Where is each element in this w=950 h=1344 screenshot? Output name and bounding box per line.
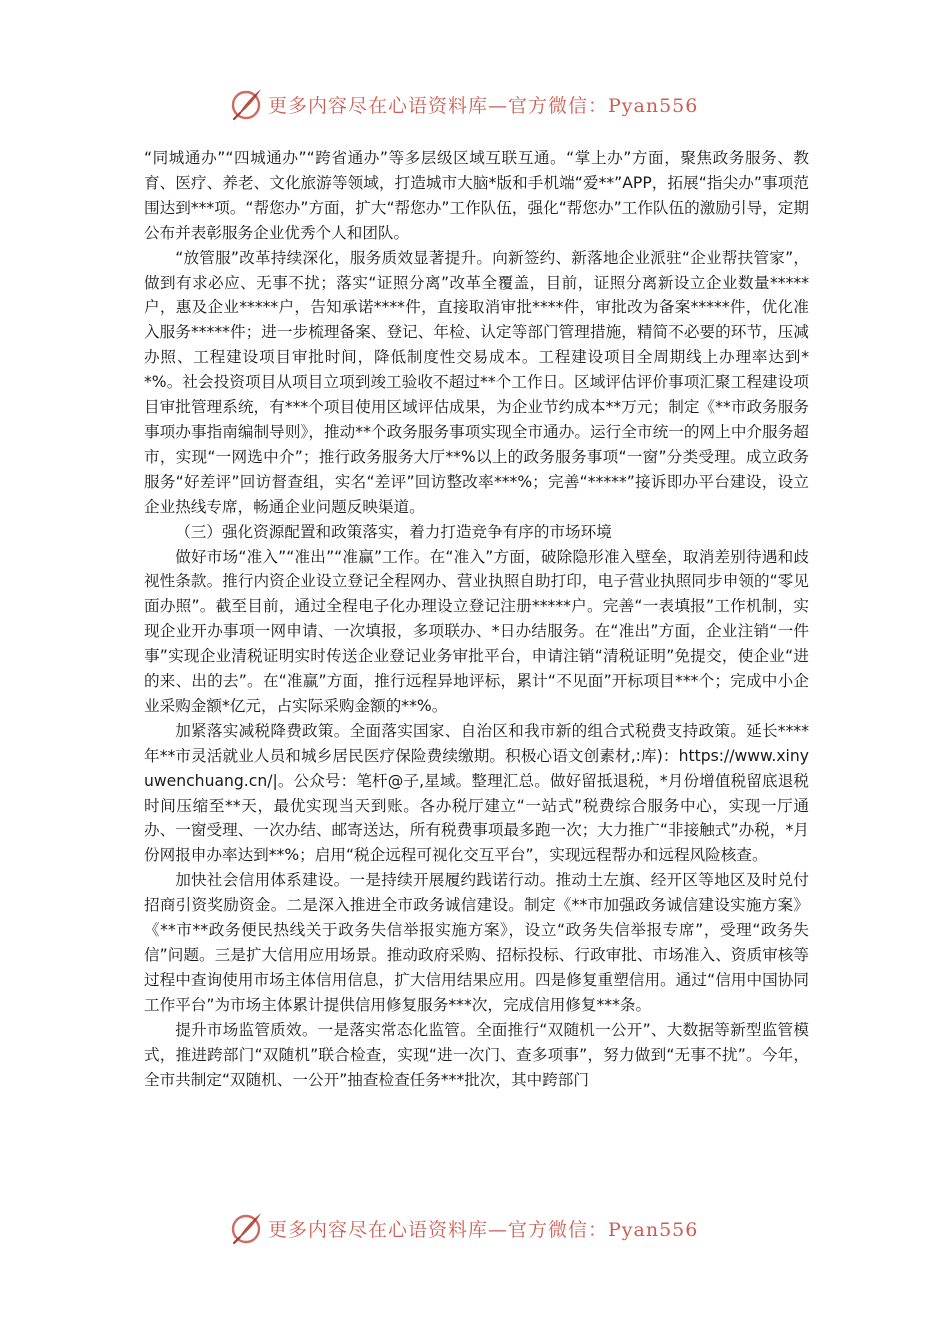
section-heading: （三）强化资源配置和政策落实，着力打造竞争有序的市场环境 (175, 522, 612, 541)
quill-logo-icon (228, 1210, 264, 1246)
document-body (144, 146, 809, 1092)
paragraph-3: 做好市场“准入”“准出”“准赢”工作。在“准入”方面，破除隐形准入壁垒，取消差别待遇和歧视性条款。推行内资企业设立登记全程网办、营业执照自助打印，电子营业执照同步申领的“零见面办照”。截至目前，通过全程电子化办理设立登记注册*****户。完善“一表填报”工作机制，实现企业开办事项一网申请、一次填报，多项联办、*日办结服务。在“准出”方面，企业注销“一件事”实现企业清税证明实时传送企业登记业务审批平台，申请注销“清税证明”免提交，使企业“进的来、出的去”。在“准赢”方面，推行远程异地评标，累计“不见面”开标项目***个；完成中小企业采购金额*亿元，占实际采购金额的**%。 (144, 547, 809, 715)
paragraph-4: 加紧落实减税降费政策。全面落实国家、自治区和我市新的组合式税费支持政策。延长****年**市灵活就业人员和城乡居民医疗保险费续缴期。积极心语文创素材,:库)：https://www.xinyuwenchuang.cn/|。公众号：笔杆@子,星域。整理汇总。做好留抵退税，*月份增值税留底退税时间压缩至**天，最优实现当天到账。各办税厅建立“一站式”税费综合服务中心，实现一厅通办、一窗受理、一次办结、邮寄送达，所有税费事项最多跑一次；大力推广“非接触式”办税，*月份网报申办率达到**%；启用“税企远程可视化交互平台”，实现远程帮办和远程风险核查。 (144, 721, 809, 865)
paragraph-2: “放管服”改革持续深化，服务质效显著提升。向新签约、新落地企业派驻“企业帮扶管家”，做到有求必应、无事不扰；落实“证照分离”改革全覆盖，目前，证照分离新设立企业数量*****户，惠及企业*****户，告知承诺****件，直接取消审批****件，审批改为备案*****件，优化准入服务*****件；进一步梳理备案、登记、年检、认定等部门管理措施，精简不必要的环节，压减办照、工程建设项目审批时间，降低制度性交易成本。工程建设项目全周期线上办理率达到**%。社会投资项目从项目立项到竣工验收不超过**个工作日。区域评估评价事项汇聚工程建设项目审批管理系统，有***个项目使用区域评估成果，为企业节约成本**万元；制定《**市政务服务事项办事指南编制导则》，推动**个政务服务事项实现全市通办。运行全市统一的网上中介服务超市，实现“一网选中介”；推行政务服务大厅**%以上的政务服务事项“一窗”分类受理。成立政务服务“好差评”回访督查组，实名“差评”回访整改率***%；完善“*****”接诉即办平台建设，设立企业热线专席，畅通企业问题反映渠道。 (144, 248, 809, 516)
header-watermark-text: 更多内容尽在心语资料库—官方微信：Pyan556 (268, 94, 699, 117)
quill-logo-icon (228, 86, 264, 122)
paragraph-6: 提升市场监管质效。一是落实常态化监管。全面推行“双随机一公开”、大数据等新型监管模式，推进跨部门“双随机”联合检查，实现“进一次门、查多项事”，努力做到“无事不扰”。今年，全市共制定“双随机、一公开”抽查检查任务***批次，其中跨部门 (144, 1020, 809, 1089)
footer-watermark-text: 更多内容尽在心语资料库—官方微信：Pyan556 (268, 1218, 699, 1241)
header-watermark (228, 82, 748, 126)
footer-watermark (228, 1206, 748, 1250)
paragraph-5: 加快社会信用体系建设。一是持续开展履约践诺行动。推动土左旗、经开区等地区及时兑付招商引资奖励资金。二是深入推进全市政务诚信建设。制定《**市加强政务诚信建设实施方案》《**市**政务便民热线关于政务失信举报实施方案》，设立“政务失信举报专席”，受理“政务失信”问题。三是扩大信用应用场景。推动政府采购、招标投标、行政审批、市场准入、资质审核等过程中查询使用市场主体信用信息，扩大信用结果应用。四是修复重塑信用。通过“信用中国协同工作平台”为市场主体累计提供信用修复服务***次，完成信用修复***条。 (144, 871, 809, 1014)
paragraph-1: “同城通办”“四城通办”“跨省通办”等多层级区域互联互通。“掌上办”方面，聚焦政务服务、教育、医疗、养老、文化旅游等领域，打造城市大脑*版和手机端“爱**”APP，拓展“指尖办”事项范围达到***项。“帮您办”方面，扩大“帮您办”工作队伍，强化“帮您办”工作队伍的激励引导，定期公布并表彰服务企业优秀个人和团队。 (144, 149, 809, 242)
